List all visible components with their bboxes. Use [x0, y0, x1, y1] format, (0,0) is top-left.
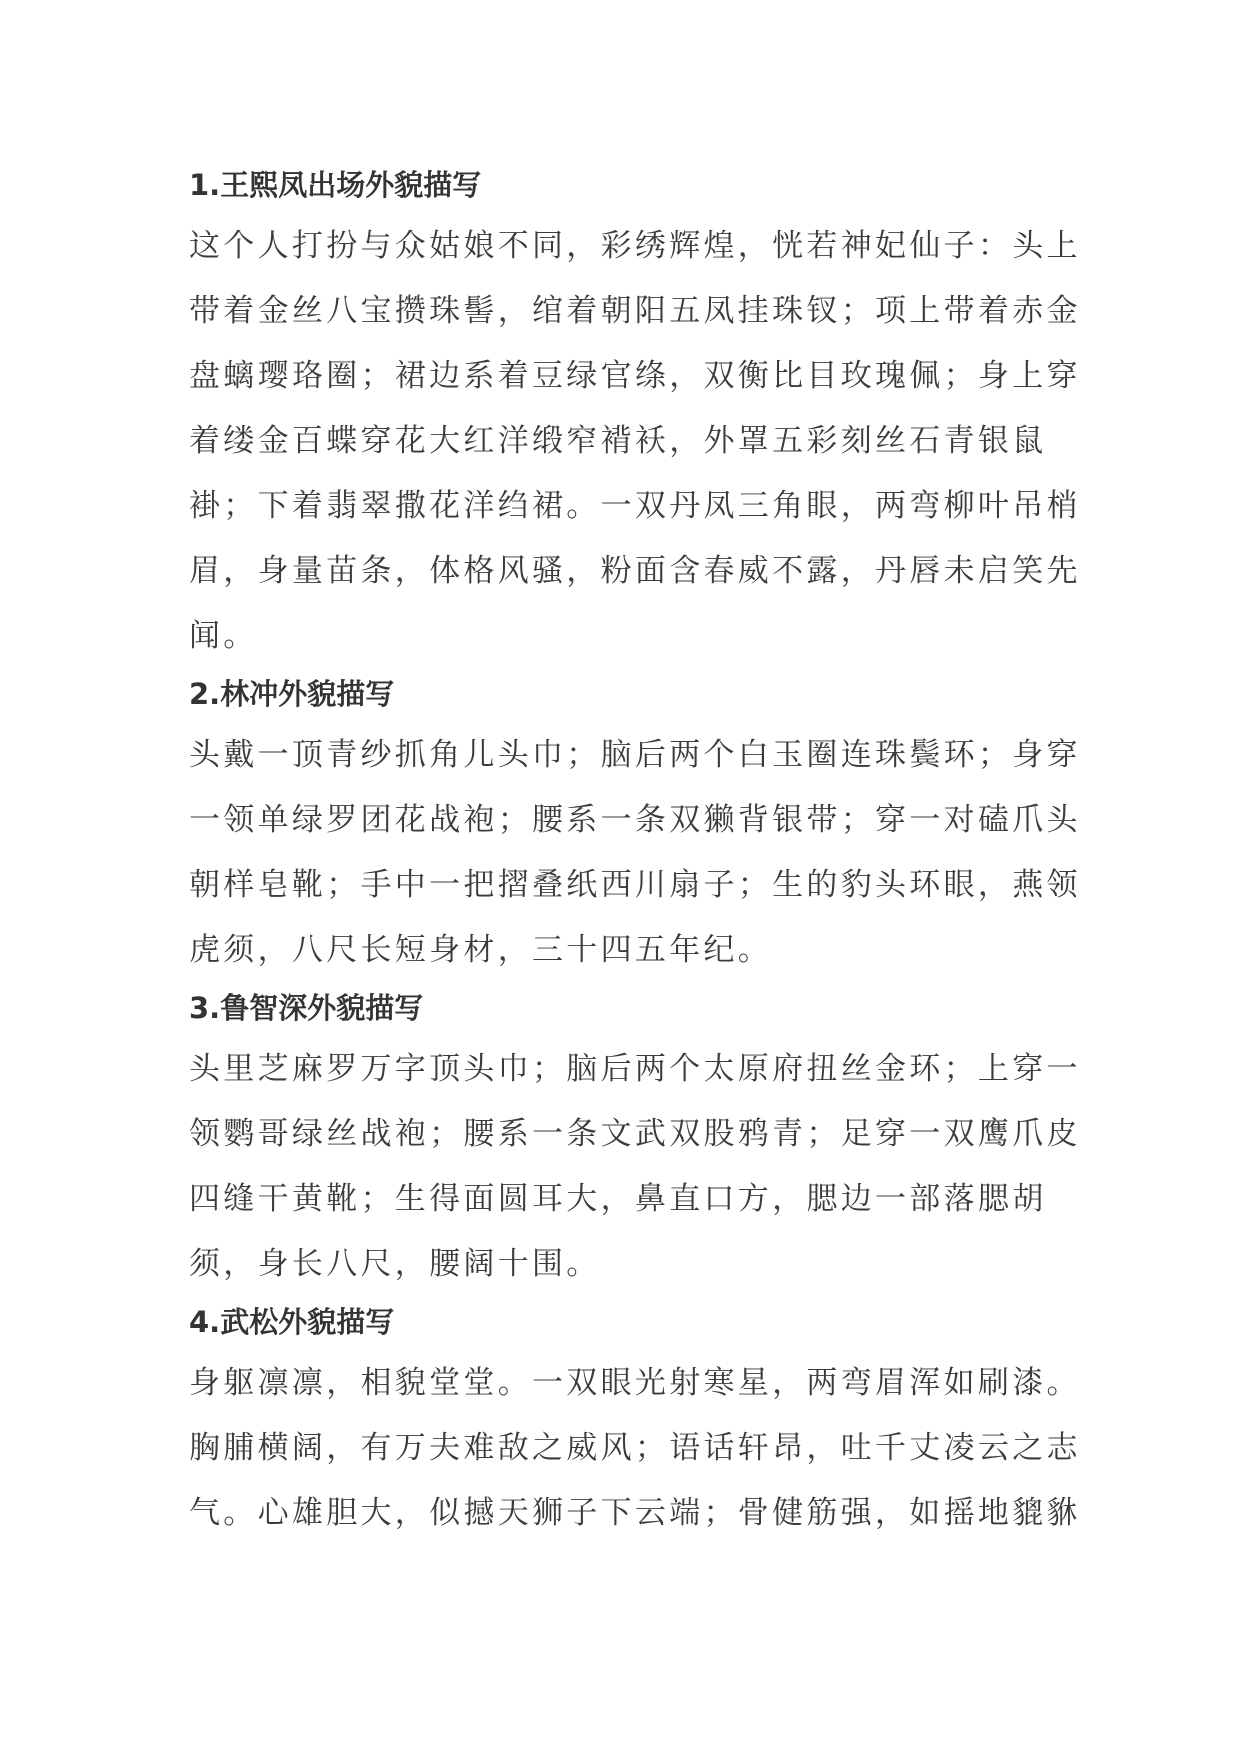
paragraph-line: 气。心雄胆大，似撼天狮子下云端；骨健筋强，如摇地貔貅: [189, 1495, 1081, 1531]
section-paragraph: [189, 1351, 1081, 1546]
paragraph-line: 盘螭璎珞圈；裙边系着豆绿官绦，双衡比目玫瑰佩；身上穿: [189, 358, 1081, 394]
paragraph-line: 头戴一顶青纱抓角儿头巾；脑后两个白玉圈连珠鬓环；身穿: [189, 737, 1081, 773]
section-heading: 4.武松外貌描写: [189, 1305, 395, 1339]
paragraph-line: 虎须，八尺长短身材，三十四五年纪。: [189, 932, 773, 968]
paragraph-line: 眉，身量苗条，体格风骚，粉面含春威不露，丹唇未启笑先: [189, 553, 1081, 589]
paragraph-line: 胸脯横阔，有万夫难敌之威风；语话轩昂，吐千丈凌云之志: [189, 1430, 1081, 1466]
section-paragraph: [189, 1037, 1081, 1297]
document-page: [189, 160, 1081, 1550]
paragraph-line: 带着金丝八宝攒珠髻，绾着朝阳五凤挂珠钗；项上带着赤金: [189, 293, 1081, 329]
paragraph-line: 闻。: [189, 618, 258, 654]
section-wang-xifeng: [189, 164, 1081, 669]
paragraph-line: 褂；下着翡翠撒花洋绉裙。一双丹凤三角眼，两弯柳叶吊梢: [189, 488, 1081, 524]
section-lin-chong: [189, 673, 1081, 983]
paragraph-line: 头里芝麻罗万字顶头巾；脑后两个太原府扭丝金环；上穿一: [189, 1051, 1081, 1087]
paragraph-line: 领鹦哥绿丝战袍；腰系一条文武双股鸦青；足穿一双鹰爪皮: [189, 1116, 1081, 1152]
section-wu-song: [189, 1301, 1081, 1546]
paragraph-line: 一领单绿罗团花战袍；腰系一条双獭背银带；穿一对磕爪头: [189, 802, 1081, 838]
paragraph-line: 身躯凛凛，相貌堂堂。一双眼光射寒星，两弯眉浑如刷漆。: [189, 1365, 1081, 1401]
paragraph-line: 着缕金百蝶穿花大红洋缎窄褙袄，外罩五彩刻丝石青银鼠: [189, 423, 1047, 459]
section-heading: 1.王熙凤出场外貌描写: [189, 168, 482, 202]
paragraph-line: 四缝干黄靴；生得面圆耳大，鼻直口方，腮边一部落腮胡: [189, 1181, 1047, 1217]
paragraph-line: 朝样皂靴；手中一把摺叠纸西川扇子；生的豹头环眼，燕领: [189, 867, 1081, 903]
section-heading: 3.鲁智深外貌描写: [189, 991, 424, 1025]
section-paragraph: [189, 723, 1081, 983]
section-paragraph: [189, 214, 1081, 669]
paragraph-line: 这个人打扮与众姑娘不同，彩绣辉煌，恍若神妃仙子：头上: [189, 228, 1081, 264]
section-lu-zhishen: [189, 987, 1081, 1297]
paragraph-line: 须，身长八尺，腰阔十围。: [189, 1246, 601, 1282]
section-heading: 2.林冲外貌描写: [189, 677, 395, 711]
